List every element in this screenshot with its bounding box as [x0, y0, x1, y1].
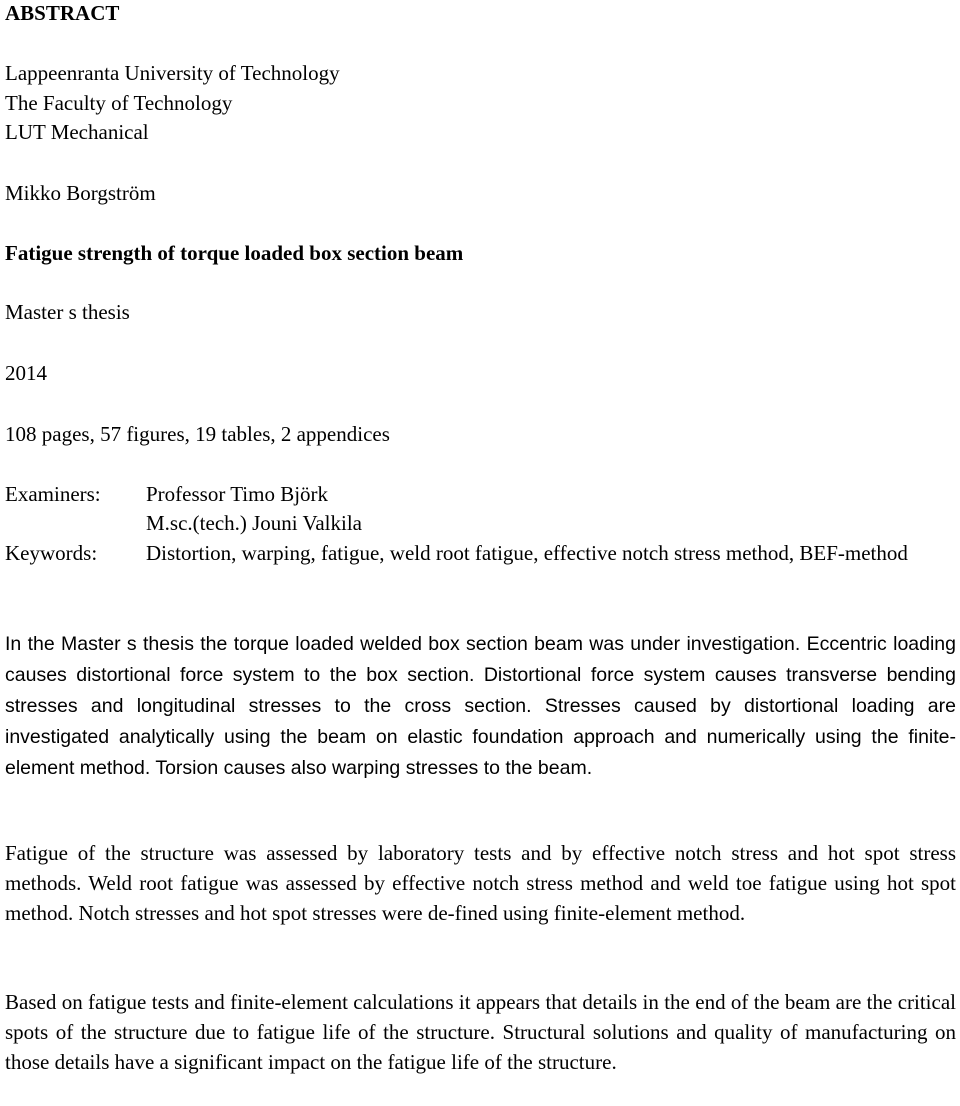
abstract-paragraph-1	[5, 628, 956, 783]
author-name: Mikko Borgström	[5, 181, 156, 205]
thesis-type: Master s thesis	[5, 300, 130, 324]
thesis-year: 2014	[5, 361, 47, 385]
abstract-heading: ABSTRACT	[5, 1, 120, 25]
examiner-2: M.sc.(tech.) Jouni Valkila	[146, 511, 362, 535]
abstract-paragraph-2: Fatigue of the structure was assessed by laboratory tests and by effective notch stress and hot spot stress methods. Weld root fatigue was assessed by effective notch stress method and weld toe fatigue using hot spot method. Notch stresses and hot spot stresses were de-fined using finite-element method.	[5, 841, 956, 925]
abstract-paragraph-3: Based on fatigue tests and finite-element calculations it appears that details in the end of the beam are the critical spots of the structure due to fatigue life of the structure. Structural solutions and quality of manufacturing on those details have a significant impact on the fatigue life of the structure.	[5, 990, 956, 1074]
examiners-label: Examiners:	[5, 482, 101, 506]
thesis-extent: 108 pages, 57 figures, 19 tables, 2 appendices	[5, 422, 390, 446]
abstract-paragraph-1-text: In the Master s thesis the torque loaded welded box section beam was under investigation. Eccentric loading causes distortional force system to the box section. Distortional force system causes transverse bending stresses and longitudinal stresses to the cross section. Stresses caused by distortional loading are investigated analytically using the beam on elastic foundation approach and numerically using the finite-element method. Torsion causes also warping stresses to the beam.	[5, 633, 956, 779]
university-name: Lappeenranta University of Technology	[5, 61, 340, 85]
faculty-name: The Faculty of Technology	[5, 91, 233, 115]
keywords-value: Distortion, warping, fatigue, weld root fatigue, effective notch stress method, BEF-method	[146, 541, 908, 565]
thesis-title: Fatigue strength of torque loaded box section beam	[5, 241, 464, 265]
department-name: LUT Mechanical	[5, 120, 149, 144]
examiner-1: Professor Timo Björk	[146, 482, 329, 506]
keywords-label: Keywords:	[5, 541, 98, 565]
